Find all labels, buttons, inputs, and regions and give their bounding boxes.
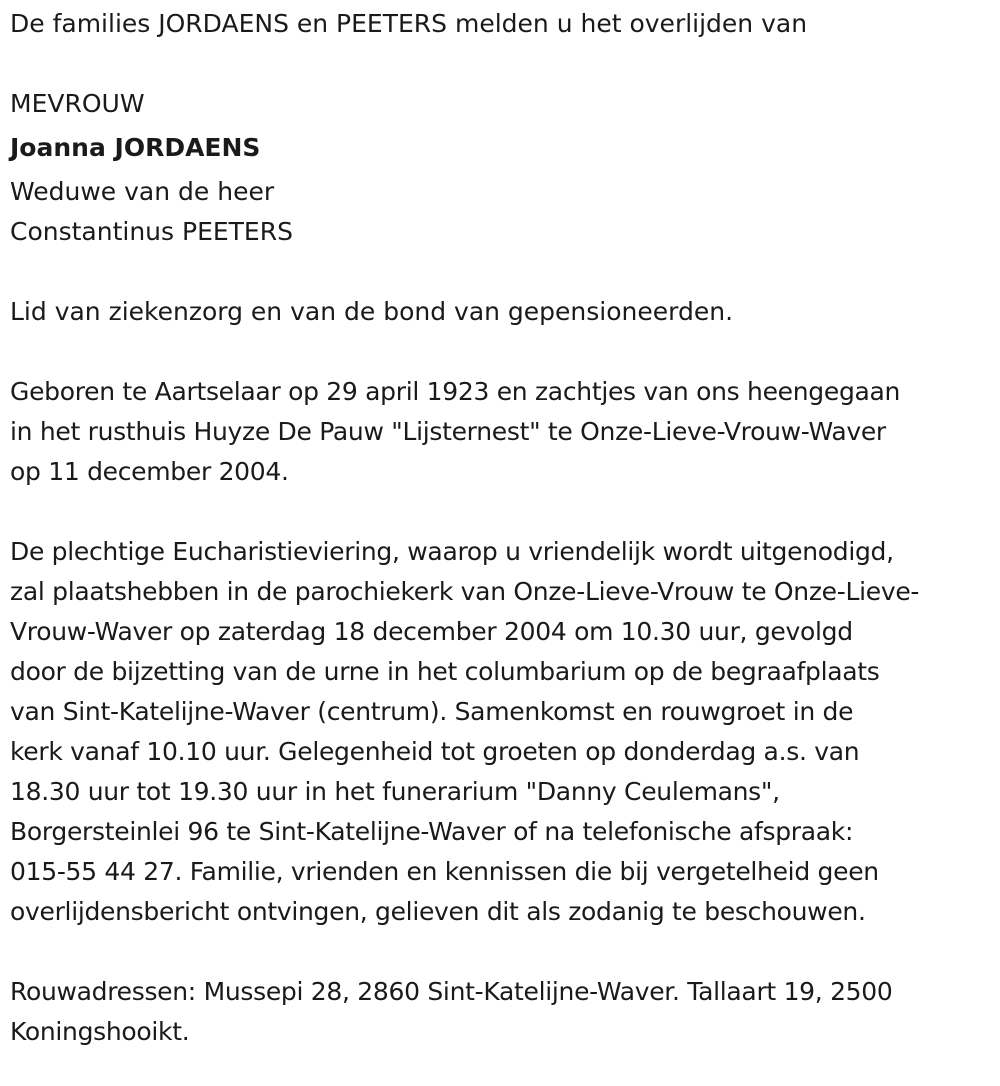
text-line: 18.30 uur tot 19.30 uur in het funerarium "Danny Ceulemans", — [10, 777, 780, 806]
text-line: zal plaatshebben in de parochiekerk van Onze-Lieve-Vrouw te Onze-Lieve- — [10, 577, 920, 606]
text-line: 015-55 44 27. Familie, vrienden en kennissen die bij vergetelheid geen — [10, 857, 879, 886]
husband-name: Constantinus PEETERS — [10, 217, 293, 246]
text-line: Borgersteinlei 96 te Sint-Katelijne-Waver of na telefonische afspraak: — [10, 817, 854, 846]
text-line: Koningshooikt. — [10, 1017, 190, 1046]
text-line: door de bijzetting van de urne in het columbarium op de begraafplaats — [10, 657, 880, 686]
text-line: op 11 december 2004. — [10, 457, 289, 486]
text-line: kerk vanaf 10.10 uur. Gelegenheid tot groeten op donderdag a.s. van — [10, 737, 860, 766]
text-line: De plechtige Eucharistieviering, waarop u vriendelijk wordt uitgenodigd, — [10, 537, 894, 566]
deceased-name: Joanna JORDAENS — [10, 133, 261, 162]
birth-paragraph — [10, 372, 990, 492]
text-line: van Sint-Katelijne-Waver (centrum). Samenkomst en rouwgroet in de — [10, 697, 854, 726]
intro-line: De families JORDAENS en PEETERS melden u het overlijden van — [10, 9, 808, 38]
spacer — [10, 44, 990, 84]
membership-line: Lid van ziekenzorg en van de bond van gepensioneerden. — [10, 297, 734, 326]
spacer — [10, 252, 990, 292]
text-line: Geboren te Aartselaar op 29 april 1923 en zachtjes van ons heengegaan — [10, 377, 901, 406]
text-line: in het rusthuis Huyze De Pauw "Lijsternest" te Onze-Lieve-Vrouw-Waver — [10, 417, 886, 446]
text-line: overlijdensbericht ontvingen, gelieven dit als zodanig te beschouwen. — [10, 897, 866, 926]
text-line: Vrouw-Waver op zaterdag 18 december 2004 om 10.30 uur, gevolgd — [10, 617, 853, 646]
address-paragraph — [10, 972, 990, 1052]
spacer — [10, 492, 990, 532]
spacer — [10, 332, 990, 372]
salutation: MEVROUW — [10, 89, 145, 118]
spacer — [10, 932, 990, 972]
widow-line: Weduwe van de heer — [10, 177, 275, 206]
text-line: Rouwadressen: Mussepi 28, 2860 Sint-Katelijne-Waver. Tallaart 19, 2500 — [10, 977, 893, 1006]
ceremony-paragraph — [10, 532, 990, 932]
